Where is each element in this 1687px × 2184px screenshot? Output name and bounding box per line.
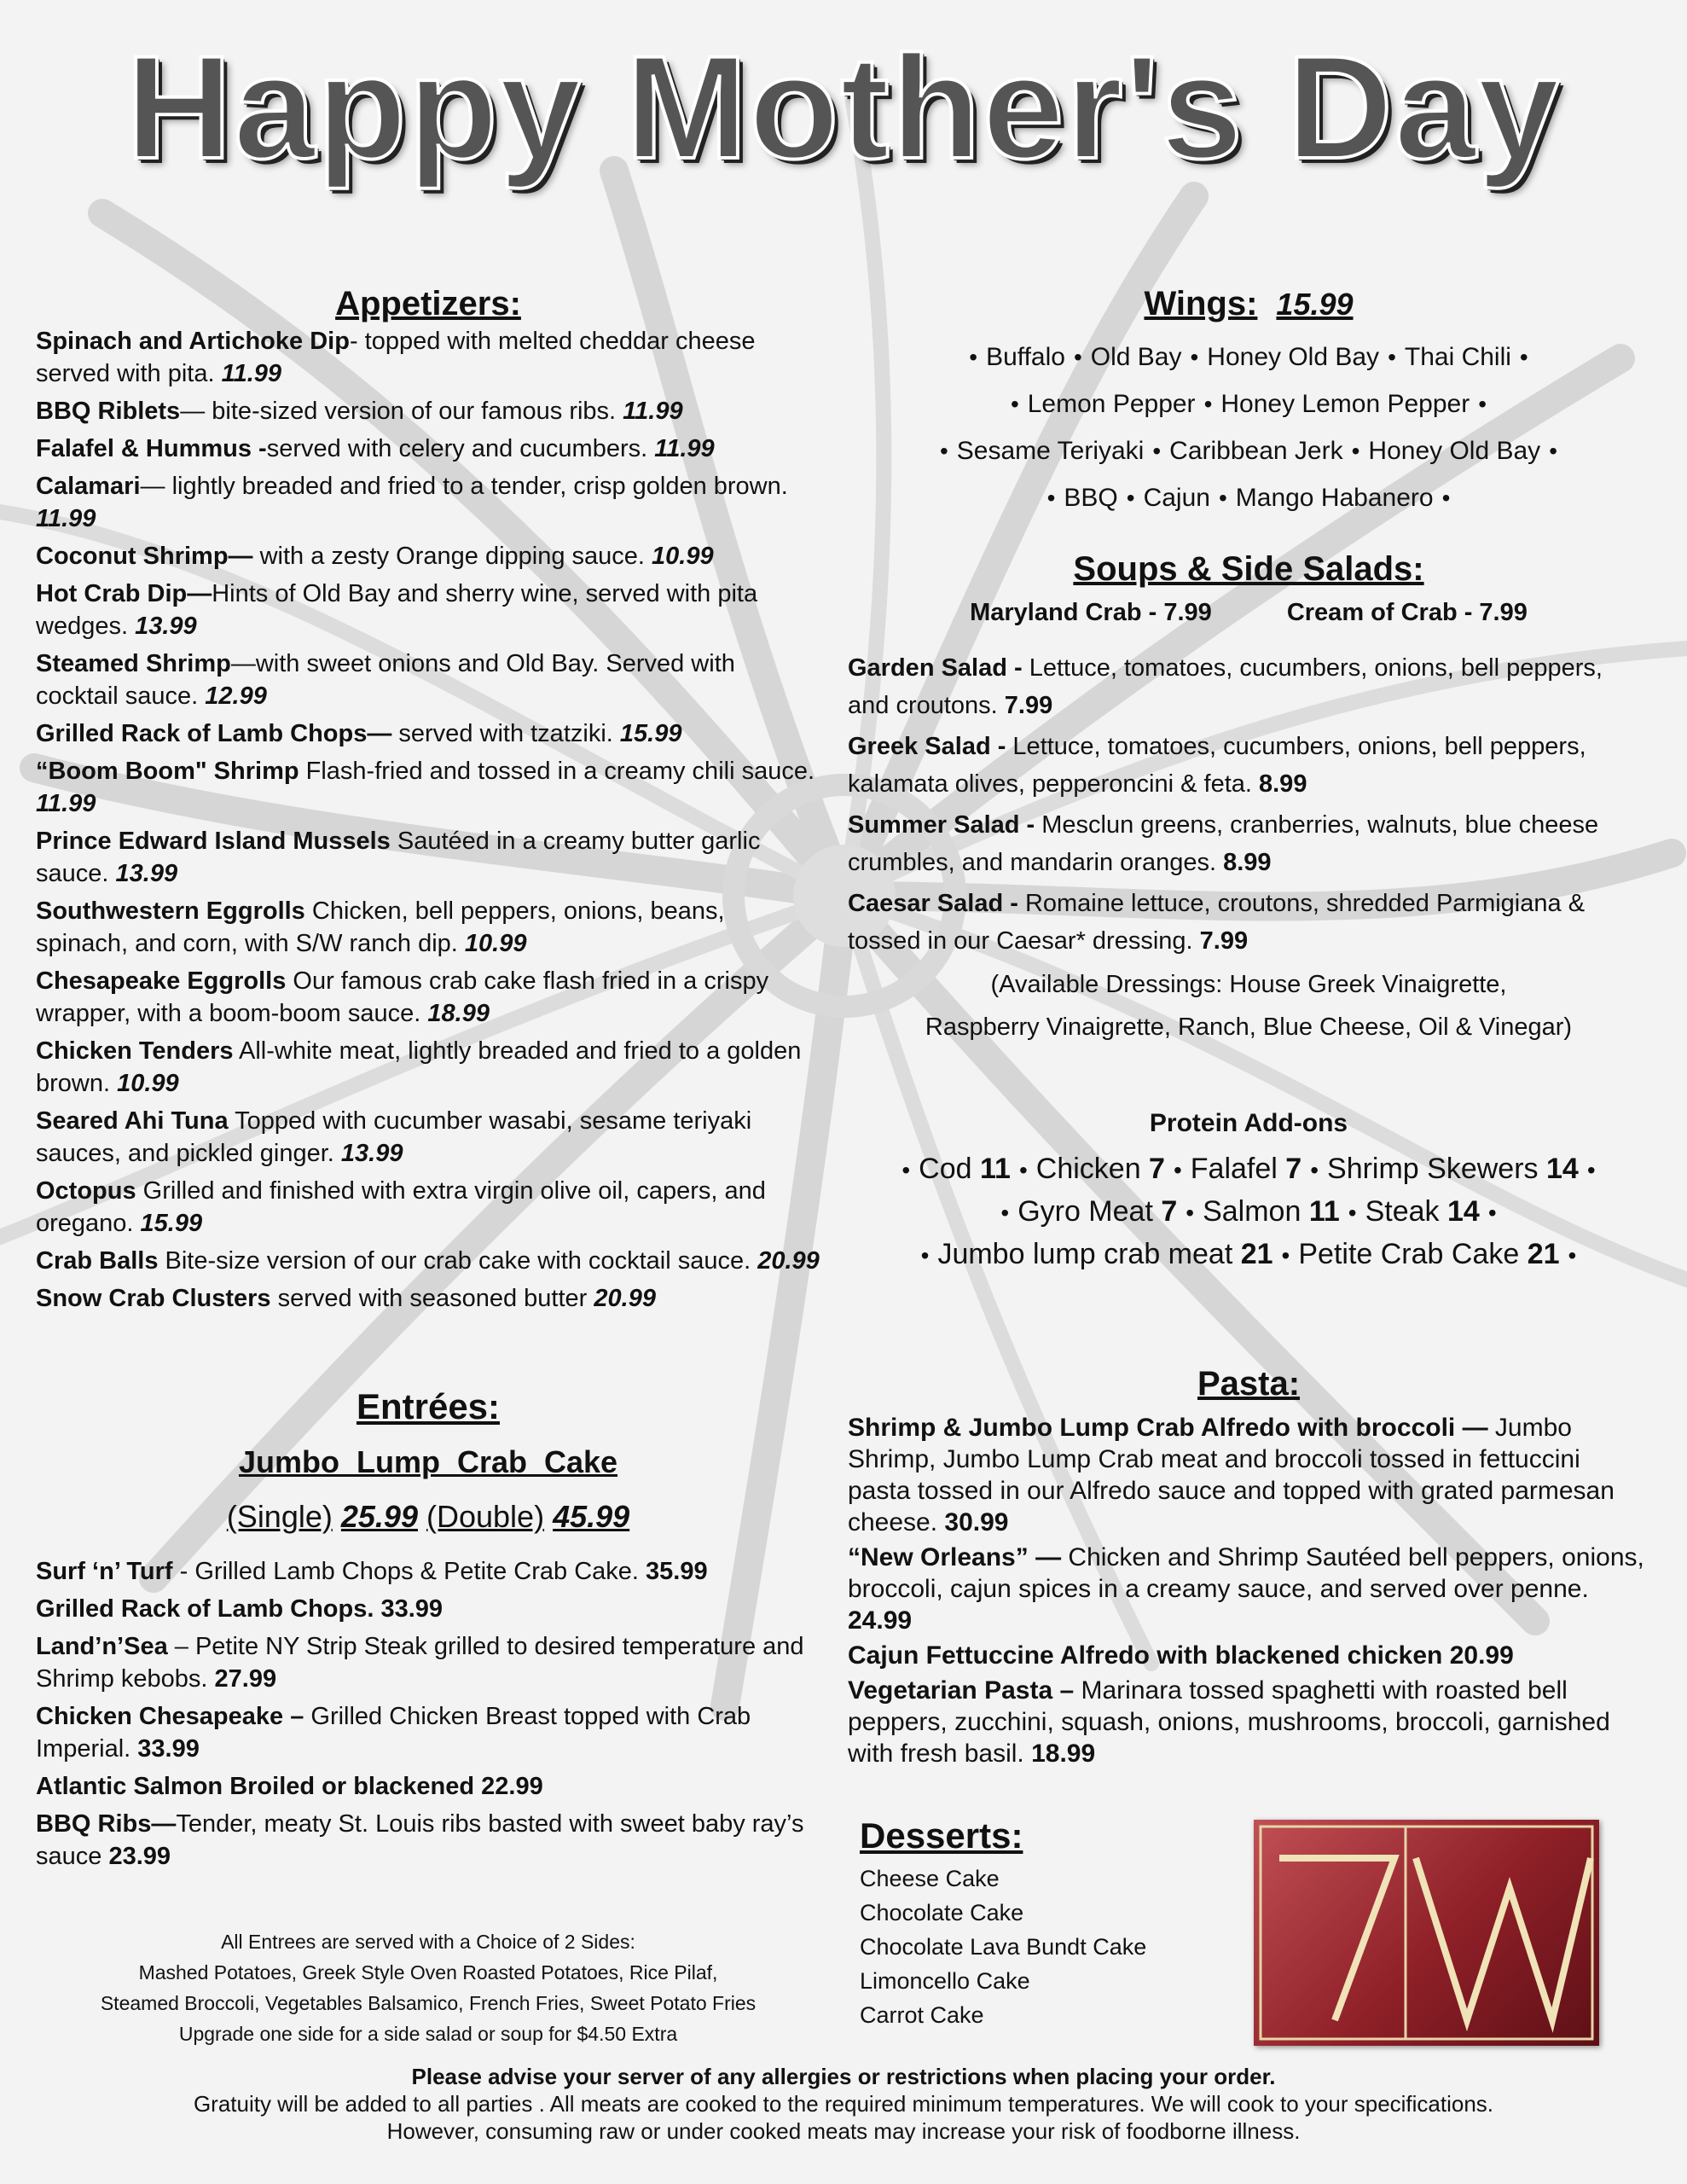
dessert-item: Chocolate Lava Bundt Cake [860, 1934, 1147, 1960]
wings-heading-label: Wings: [1144, 285, 1258, 322]
appetizer-description: served with celery and cucumbers. [266, 435, 655, 462]
bullet-icon: • [1186, 1199, 1195, 1226]
protein-section [848, 1109, 1649, 1276]
appetizer-price: 11.99 [221, 360, 282, 387]
pasta-list [848, 1412, 1649, 1769]
dessert-item: Cheese Cake [860, 1866, 1000, 1891]
entree-price: 33.99 [380, 1595, 443, 1623]
wing-flavor: Sesame Teriyaki [956, 437, 1145, 465]
appetizer-item [36, 755, 820, 820]
bullet-icon: • [1218, 485, 1227, 511]
bullet-icon: • [1310, 1157, 1319, 1183]
salad-name: Caesar Salad - [848, 890, 1018, 917]
protein-name: Jumbo lump crab meat [937, 1238, 1241, 1270]
single-label: (Single) [226, 1499, 333, 1534]
salad-price: 8.99 [1259, 770, 1307, 798]
double-label: (Double) [426, 1499, 545, 1534]
entree-name: Land’n’Sea [36, 1633, 168, 1660]
bullet-icon: • [1190, 344, 1199, 370]
appetizer-description: with a zesty Orange dipping sauce. [252, 543, 652, 570]
dressings-line: (Available Dressings: House Greek Vinaigrette, [990, 971, 1507, 998]
bullet-icon: • [1152, 438, 1162, 464]
appetizer-list [36, 325, 820, 1315]
pasta-name: Cajun Fettuccine Alfredo with blackened chicken [848, 1641, 1450, 1670]
protein-name: Cod [919, 1153, 980, 1185]
logo-mark [1254, 1820, 1599, 2046]
wing-flavor: Thai Chili [1404, 343, 1511, 371]
salad-item [848, 885, 1649, 960]
wings-flavor-line [848, 334, 1649, 380]
bullet-icon: • [901, 1157, 911, 1183]
appetizer-item [36, 648, 820, 712]
entrees-heading: Entrées: [356, 1386, 501, 1426]
appetizer-name: Hot Crab Dip— [36, 580, 212, 607]
bullet-icon: • [1441, 485, 1451, 511]
footer [0, 2063, 1687, 2145]
wing-flavor: Caribbean Jerk [1169, 437, 1343, 465]
single-price: 25.99 [340, 1499, 418, 1534]
appetizer-item [36, 895, 820, 960]
salad-description: Mesclun greens, cranberries, walnuts, blue cheese crumbles, and mandarin oranges. [848, 811, 1599, 876]
sides-line: Upgrade one side for a side salad or soup for $4.50 Extra [178, 2023, 678, 2045]
wings-section [848, 285, 1649, 521]
bullet-icon: • [1478, 391, 1487, 417]
protein-price: 7 [1161, 1195, 1178, 1228]
soup-maryland-crab: Maryland Crab - 7.99 [970, 599, 1212, 626]
entree-price: 23.99 [108, 1843, 171, 1870]
salad-price: 7.99 [1199, 927, 1249, 955]
protein-price: 7 [1285, 1153, 1302, 1185]
entree-price: 35.99 [646, 1558, 708, 1585]
appetizer-price: 13.99 [135, 613, 197, 640]
appetizer-name: Calamari [36, 473, 141, 500]
wings-price: 15.99 [1276, 287, 1354, 322]
pasta-item [848, 1675, 1649, 1769]
salad-description: Lettuce, tomatoes, cucumbers, onions, bell peppers, and croutons. [848, 654, 1603, 719]
sides-line: All Entrees are served with a Choice of 2 Sides: [221, 1931, 635, 1953]
appetizer-item [36, 470, 820, 535]
salad-item [848, 649, 1649, 724]
dessert-item: Chocolate Cake [860, 1900, 1024, 1926]
wing-flavor: Honey Old Bay [1207, 343, 1380, 371]
appetizer-description: served with seasoned butter [270, 1285, 594, 1312]
entrees-section [36, 1386, 820, 1878]
pasta-section [848, 1365, 1649, 1773]
bullet-icon: • [969, 344, 978, 370]
page-title: Happy Mother's Day [125, 26, 1562, 189]
protein-line [848, 1234, 1649, 1276]
appetizer-name: Falafel & Hummus - [36, 435, 267, 462]
protein-price: 7 [1149, 1153, 1165, 1185]
appetizer-price: 10.99 [652, 543, 714, 570]
appetizer-price: 13.99 [115, 860, 178, 887]
dressings-line: Raspberry Vinaigrette, Ranch, Blue Cheese, Oil & Vinegar) [925, 1014, 1573, 1041]
protein-name: Gyro Meat [1017, 1195, 1162, 1228]
appetizer-item [36, 1105, 820, 1170]
appetizer-price: 10.99 [117, 1070, 179, 1097]
entree-name: Atlantic Salmon Broiled or blackened [36, 1773, 482, 1800]
dessert-item: Carrot Cake [860, 2002, 984, 2028]
appetizer-name: Chesapeake Eggrolls [36, 967, 287, 995]
appetizer-price: 11.99 [654, 435, 715, 462]
footer-allergy-note: Please advise your server of any allergies or restrictions when placing your order. [411, 2064, 1276, 2089]
dressings-note [848, 963, 1649, 1048]
protein-line [848, 1148, 1649, 1191]
entree-description: - Grilled Lamb Chops & Petite Crab Cake. [172, 1558, 646, 1585]
footer-gratuity-note: Gratuity will be added to all parties . All meats are cooked to the required minimum temperatures. We will cook to your specifications. [193, 2091, 1494, 2117]
appetizer-item [36, 325, 820, 390]
salad-list [848, 649, 1649, 960]
salad-description: Lettuce, tomatoes, cucumbers, onions, bell peppers, kalamata olives, pepperoncini & feta. [848, 733, 1586, 798]
appetizer-name: Grilled Rack of Lamb Chops— [36, 720, 392, 747]
appetizer-item [36, 433, 820, 465]
pasta-price: 24.99 [848, 1606, 913, 1635]
appetizer-description: served with tzatziki. [391, 720, 620, 747]
dessert-list [860, 1862, 1226, 2032]
protein-line [848, 1191, 1649, 1234]
protein-price: 14 [1446, 1195, 1480, 1228]
wings-flavor-line [848, 427, 1649, 474]
appetizer-description: —with sweet onions and Old Bay. Served with cocktail sauce. [36, 650, 735, 710]
pasta-price: 18.99 [1031, 1740, 1096, 1768]
soups-line [848, 599, 1649, 627]
appetizer-price: 10.99 [464, 930, 527, 957]
protein-name: Salmon [1203, 1195, 1309, 1228]
pasta-item [848, 1542, 1649, 1636]
pasta-name: Vegetarian Pasta – [848, 1676, 1075, 1705]
entree-description: Tender, meaty St. Louis ribs basted with sweet baby ray’s sauce [36, 1810, 804, 1870]
bullet-icon: • [1568, 1242, 1577, 1269]
wing-flavor: BBQ [1064, 484, 1118, 512]
wing-flavor: Cajun [1143, 484, 1210, 512]
pasta-price: 30.99 [944, 1508, 1009, 1536]
salad-name: Greek Salad - [848, 733, 1006, 760]
entree-item [36, 1808, 820, 1873]
double-price: 45.99 [553, 1499, 630, 1534]
wing-flavor: Lemon Pepper [1027, 390, 1196, 418]
entree-list [36, 1555, 820, 1873]
appetizer-price: 12.99 [205, 682, 267, 710]
appetizer-price: 13.99 [340, 1140, 403, 1167]
entree-description: Grilled Chicken Breast topped with Crab Imperial. [36, 1703, 751, 1763]
bullet-icon: • [1073, 344, 1082, 370]
sides-note [36, 1926, 820, 2049]
bullet-icon: • [1487, 1199, 1497, 1226]
appetizer-price: 20.99 [757, 1247, 820, 1275]
salad-item [848, 728, 1649, 803]
appetizer-item [36, 1245, 820, 1277]
sides-line: Steamed Broccoli, Vegetables Balsamico, French Fries, Sweet Potato Fries [100, 1992, 757, 2014]
appetizer-name: Coconut Shrimp— [36, 543, 253, 570]
appetizer-description: All-white meat, lightly breaded and fried to a golden brown. [36, 1037, 802, 1097]
appetizer-price: 11.99 [36, 790, 96, 817]
appetizer-description: Hints of Old Bay and sherry wine, served with pita wedges. [36, 580, 758, 640]
entree-price: 27.99 [214, 1665, 277, 1693]
bullet-icon: • [1010, 391, 1019, 417]
desserts-section [860, 1815, 1226, 2032]
bullet-icon: • [1018, 1157, 1028, 1183]
appetizer-name: Seared Ahi Tuna [36, 1107, 229, 1135]
wing-flavor: Old Bay [1090, 343, 1182, 371]
entree-name: Surf ‘n’ Turf [36, 1558, 173, 1585]
salad-price: 7.99 [1004, 692, 1053, 719]
appetizer-description: Our famous crab cake flash fried in a crispy wrapper, with a boom-boom sauce. [36, 967, 769, 1027]
footer-consumption-warning: However, consuming raw or under cooked meats may increase your risk of foodborne illness. [386, 2118, 1301, 2144]
appetizer-price: 20.99 [594, 1285, 656, 1312]
bullet-icon: • [1388, 344, 1396, 370]
appetizer-price: 11.99 [623, 398, 683, 425]
appetizer-price: 18.99 [427, 1000, 490, 1027]
bullet-icon: • [1281, 1242, 1290, 1269]
appetizer-description: Topped with cucumber wasabi, sesame teriyaki sauces, and pickled ginger. [36, 1107, 752, 1167]
bullet-icon: • [1351, 438, 1360, 464]
wings-flavor-line [848, 474, 1649, 521]
wing-flavor: Buffalo [986, 343, 1065, 371]
protein-name: Petite Crab Cake [1298, 1238, 1528, 1270]
appetizer-name: Steamed Shrimp [36, 650, 231, 677]
appetizers-heading: Appetizers: [335, 285, 521, 322]
protein-heading: Protein Add-ons [1149, 1109, 1348, 1137]
protein-name: Chicken [1035, 1153, 1150, 1185]
appetizer-description: — lightly breaded and fried to a tender, crisp golden brown. [140, 473, 788, 500]
pasta-description: Chicken and Shrimp Sautéed bell peppers, onions, broccoli, cajun spices in a creamy sauce, and served over penne. [848, 1543, 1644, 1603]
pasta-name: “New Orleans” — [848, 1543, 1062, 1571]
bullet-icon: • [939, 438, 948, 464]
wing-flavor: Mango Habanero [1235, 484, 1434, 512]
appetizer-item [36, 578, 820, 642]
wing-flavor: Honey Old Bay [1368, 437, 1541, 465]
bullet-icon: • [1348, 1199, 1357, 1226]
appetizer-item [36, 1175, 820, 1240]
appetizer-name: “Boom Boom" Shrimp [36, 758, 299, 785]
entree-price: 22.99 [481, 1773, 543, 1800]
wing-flavor: Honey Lemon Pepper [1220, 390, 1470, 418]
appetizer-description: Bite-size version of our crab cake with cocktail sauce. [158, 1247, 758, 1275]
restaurant-logo [1254, 1820, 1599, 2046]
appetizer-item [36, 395, 820, 427]
protein-price: 11 [1308, 1195, 1340, 1228]
bullet-icon: • [1203, 391, 1213, 417]
entree-name: Grilled Rack of Lamb Chops. [36, 1595, 381, 1623]
entree-item [36, 1770, 820, 1803]
appetizer-item [36, 1282, 820, 1315]
appetizer-description: - topped with melted cheddar cheese served with pita. [36, 328, 756, 387]
appetizer-item [36, 1035, 820, 1100]
salad-name: Summer Salad - [848, 811, 1035, 839]
bullet-icon: • [1549, 438, 1557, 464]
pasta-name: Shrimp & Jumbo Lump Crab Alfredo with broccoli — [848, 1414, 1488, 1442]
appetizer-description: Chicken, bell peppers, onions, beans, spinach, and corn, with S/W ranch dip. [36, 897, 725, 957]
salad-name: Garden Salad - [848, 654, 1023, 682]
soup-cream-of-crab: Cream of Crab - 7.99 [1286, 599, 1528, 626]
pasta-item [848, 1640, 1649, 1671]
appetizer-description: — bite-sized version of our famous ribs. [180, 398, 623, 425]
appetizer-item [36, 825, 820, 890]
entree-description: – Petite NY Strip Steak grilled to desired temperature and Shrimp kebobs. [36, 1633, 804, 1693]
appetizer-name: Chicken Tenders [36, 1037, 234, 1065]
appetizer-name: BBQ Riblets [36, 398, 181, 425]
entree-price: 33.99 [137, 1735, 200, 1763]
appetizer-name: Octopus [36, 1177, 136, 1205]
pasta-price: 20.99 [1449, 1641, 1514, 1670]
wings-heading [848, 285, 1649, 323]
protein-price: 21 [1527, 1238, 1560, 1270]
appetizer-name: Snow Crab Clusters [36, 1285, 271, 1312]
crab-cake-prices [36, 1499, 820, 1535]
wings-flavor-line [848, 380, 1649, 427]
pasta-description: Jumbo Shrimp, Jumbo Lump Crab meat and broccoli tossed in fettuccini pasta tossed in our Alfredo sauce and topped with grated parmesan cheese. [848, 1414, 1615, 1536]
protein-price: 21 [1240, 1238, 1273, 1270]
soups-heading: Soups & Side Salads: [1073, 550, 1424, 588]
entree-item [36, 1700, 820, 1765]
entree-name: BBQ Ribs— [36, 1810, 177, 1838]
appetizer-description: Sautéed in a creamy butter garlic sauce. [36, 828, 761, 887]
protein-price: 11 [980, 1153, 1011, 1185]
appetizer-item [36, 540, 820, 572]
pasta-item [848, 1412, 1649, 1538]
soups-section [848, 550, 1649, 1048]
appetizer-price: 11.99 [36, 505, 96, 532]
appetizer-price: 15.99 [619, 720, 682, 747]
appetizers-section [36, 285, 820, 1320]
bullet-icon: • [920, 1242, 930, 1269]
desserts-heading: Desserts: [860, 1815, 1023, 1856]
bullet-icon: • [1046, 485, 1056, 511]
featured-entree: Jumbo Lump Crab Cake [238, 1444, 618, 1479]
entree-item [36, 1555, 820, 1588]
appetizer-description: Flash-fried and tossed in a creamy chili sauce. [299, 758, 815, 785]
sides-line: Mashed Potatoes, Greek Style Oven Roasted Potatoes, Rice Pilaf, [138, 1961, 718, 1984]
wings-flavors [848, 334, 1649, 521]
appetizer-item [36, 965, 820, 1030]
protein-name: Falafel [1190, 1153, 1286, 1185]
bullet-icon: • [1126, 485, 1135, 511]
protein-name: Steak [1365, 1195, 1447, 1228]
appetizer-price: 15.99 [140, 1210, 203, 1237]
dessert-item: Limoncello Cake [860, 1968, 1030, 1994]
pasta-description: Marinara tossed spaghetti with roasted bell peppers, zucchini, squash, onions, mushrooms, broccoli, garnished with fresh basil. [848, 1676, 1610, 1768]
bullet-icon: • [1519, 344, 1528, 370]
entree-name: Chicken Chesapeake – [36, 1703, 304, 1730]
salad-item [848, 806, 1649, 881]
entree-item [36, 1630, 820, 1695]
pasta-heading: Pasta: [1197, 1365, 1301, 1403]
appetizer-description: Grilled and finished with extra virgin olive oil, capers, and oregano. [36, 1177, 766, 1237]
appetizer-name: Crab Balls [36, 1247, 159, 1275]
bullet-icon: • [1173, 1157, 1182, 1183]
bullet-icon: • [1000, 1199, 1010, 1226]
appetizer-item [36, 717, 820, 750]
salad-description: Romaine lettuce, croutons, shredded Parmigiana & tossed in our Caesar* dressing. [848, 890, 1586, 955]
appetizer-name: Southwestern Eggrolls [36, 897, 305, 925]
protein-list [848, 1148, 1649, 1276]
appetizer-name: Spinach and Artichoke Dip [36, 328, 350, 355]
entree-item [36, 1593, 820, 1625]
appetizer-name: Prince Edward Island Mussels [36, 828, 391, 855]
protein-price: 14 [1545, 1153, 1579, 1185]
salad-price: 8.99 [1223, 849, 1272, 876]
bullet-icon: • [1586, 1157, 1596, 1183]
protein-name: Shrimp Skewers [1327, 1153, 1546, 1185]
